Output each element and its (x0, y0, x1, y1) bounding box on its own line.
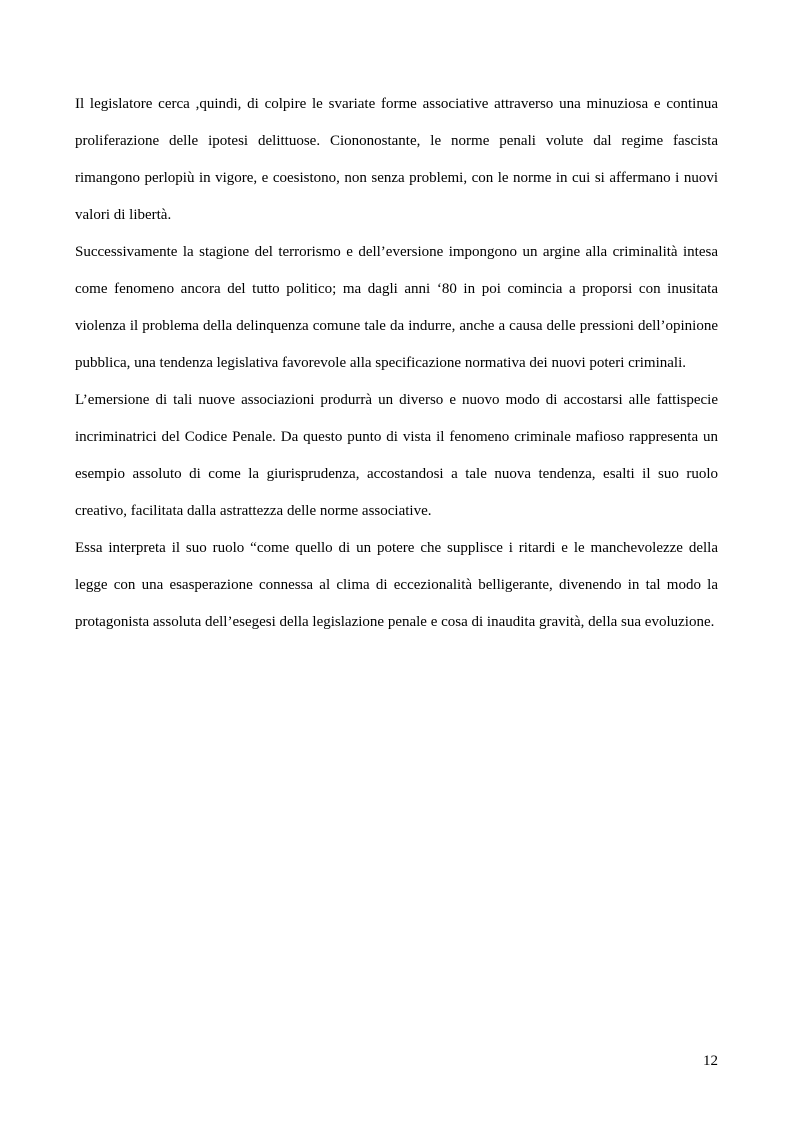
paragraph: Il legislatore cerca ,quindi, di colpire le svariate forme associative attraverso una minuziosa e continua proliferazione delle ipotesi delittuose. Ciononostante, le norme penali volute dal regime fascista rimangono perlopiù in vigore, e coesistono, non senza problemi, con le norme in cui si affermano i nuovi valori di libertà. (75, 96, 718, 223)
page-body (75, 86, 718, 641)
paragraph: L’emersione di tali nuove associazioni produrrà un diverso e nuovo modo di accostarsi alle fattispecie incriminatrici del Codice Penale. Da questo punto di vista il fenomeno criminale mafioso rappresenta un esempio assoluto di come la giurisprudenza, accostandosi a tale nuova tendenza, esalti il suo ruolo creativo, facilitata dalla astrattezza delle norme associative. (75, 392, 718, 519)
paragraph: Essa interpreta il suo ruolo “come quello di un potere che supplisce i ritardi e le manchevolezze della legge con una esasperazione connessa al clima di eccezionalità belligerante, divenendo in tal modo la protagonista assoluta dell’esegesi della legislazione penale e cosa di inaudita gravità, della sua evoluzione. (75, 540, 718, 630)
page-number: 12 (703, 1053, 718, 1069)
paragraph: Successivamente la stagione del terrorismo e dell’eversione impongono un argine alla criminalità intesa come fenomeno ancora del tutto politico; ma dagli anni ‘80 in poi comincia a proporsi con inusitata violenza il problema della delinquenza comune tale da indurre, anche a causa delle pressioni dell’opinione pubblica, una tendenza legislativa favorevole alla specificazione normativa dei nuovi poteri criminali. (75, 244, 718, 371)
